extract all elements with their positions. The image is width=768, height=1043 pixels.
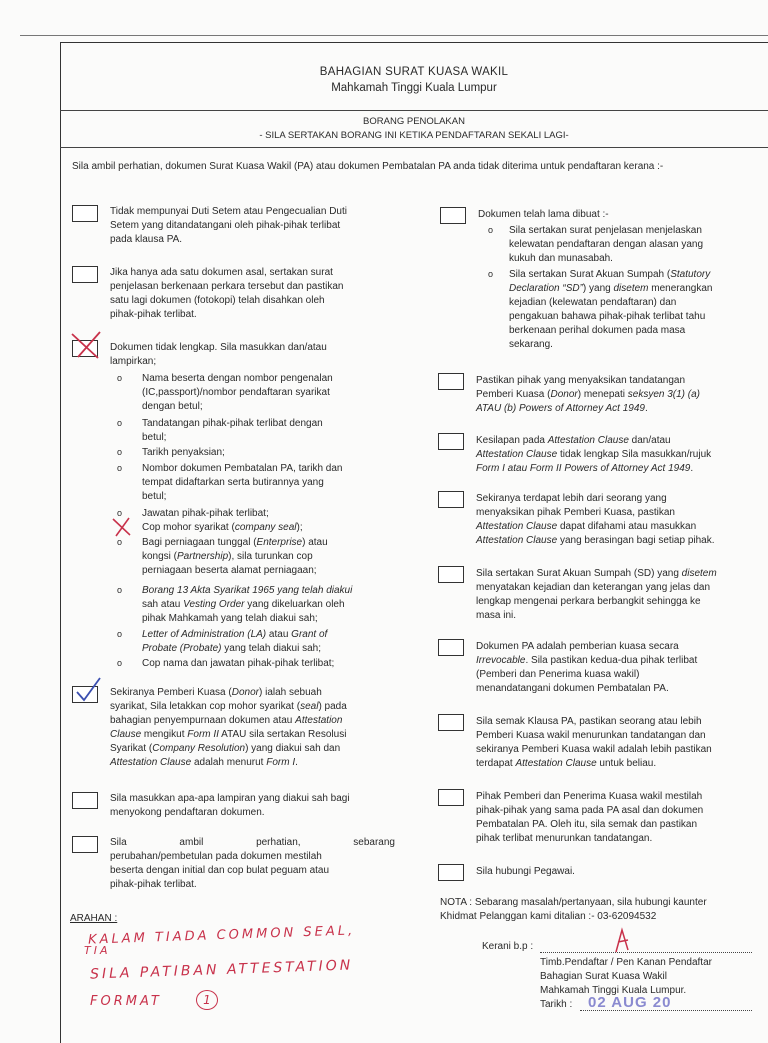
checkbox-satu-dokumen[interactable] (72, 266, 98, 283)
kerani-label: Kerani b.p : (482, 941, 534, 952)
checkbox-perubahan[interactable] (72, 836, 98, 853)
item-klausa-pa: Sila semak Klausa PA, pastikan seorang atau lebih Pemberi Kuasa wakil menurunkan tandatangan dan sekiranya Pemberi Kuasa wakil adalah lebih pastikan terdapat Attestation Clause untuk beliau. (476, 716, 712, 769)
red-cross-mark-small (110, 516, 136, 538)
subitem-perniagaan: Bagi perniagaan tunggal (Enterprise) atau kongsi (Partnership), sila turunkan cop perniagaan beserta alamat perniagaan; (142, 537, 328, 576)
form-subtitle: - SILA SERTAKAN BORANG INI KETIKA PENDAFTARAN SEKALI LAGI- (259, 130, 569, 141)
checkbox-kesilapan-attestation[interactable] (438, 433, 464, 450)
signoff-title-3: Mahkamah Tinggi Kuala Lumpur. (540, 985, 687, 996)
handwritten-line-1: KALAM TIADA COMMON SEAL, (87, 923, 356, 948)
item-penyaksian: Pastikan pihak yang menyaksikan tandatangan Pemberi Kuasa (Donor) menepati seksyen 3(1) (a) ATAU (b) Powers of Attorney Act 1949. (476, 375, 701, 414)
signoff-title-1: Timb.Pendaftar / Pen Kanan Pendaftar (540, 957, 712, 968)
bullet-icon: o (488, 225, 494, 235)
bullet-icon: o (117, 373, 123, 383)
bullet-icon: o (117, 658, 123, 668)
bullet-icon: o (117, 629, 123, 639)
item-kesilapan-attestation: Kesilapan pada Attestation Clause dan/atau Attestation Clause tidak lengkap Sila masukkan/rujuk Form I atau Form II Powers of Attorney Act 1949. (476, 435, 712, 474)
subitem-tandatangan: Tandatangan pihak-pihak terlibat dengan betul; (142, 418, 323, 443)
handwritten-line-3: SILA PATIBAN ATTESTATION (89, 957, 354, 983)
item-sd-disetem: Sila sertakan Surat Akuan Sumpah (SD) yang disetem menyatakan kejadian dan keterangan yang jelas dan lengkap mengenai perkara berbangkit sehingga ke masa ini. (476, 568, 717, 621)
header-rule-top (60, 110, 768, 111)
checkbox-sd-disetem[interactable] (438, 566, 464, 583)
item-dokumen-lama: Dokumen telah lama dibuat :- (478, 209, 609, 220)
scan-edge-line (20, 35, 768, 36)
bullet-icon: o (117, 463, 123, 473)
bullet-icon: o (117, 418, 123, 428)
checkbox-pihak-sama[interactable] (438, 789, 464, 806)
subitem-cop-mohor: Cop mohor syarikat (company seal); (142, 522, 303, 533)
checkbox-hubungi-pegawai[interactable] (438, 864, 464, 881)
subitem-cop-nama: Cop nama dan jawatan pihak-pihak terlibat; (142, 658, 335, 669)
bullet-icon: o (117, 585, 123, 595)
item-pemberi-kuasa: Sekiranya Pemberi Kuasa (Donor) ialah sebuah syarikat, Sila letakkan cop mohor syarikat (seal) pada bahagian penyempurnaan dokumen atau Attestation Clause mengikut Form II ATAU sila sertakan Resolusi Syarikat (Company Resolution) yang diakui sah dan Attestation Clause adalah menurut Form I. (110, 687, 347, 768)
checkbox-penyaksian[interactable] (438, 373, 464, 390)
handwritten-circled-number: 1 (196, 990, 218, 1010)
item-satu-dokumen: Jika hanya ada satu dokumen asal, sertakan surat penjelasan berkenaan perkara tersebut dan pastikan satu lagi dokumen (fotokopi) telah disahkan oleh pihak-pihak terlibat. (110, 267, 344, 320)
date-stamp: 02 AUG 20 (588, 994, 672, 1011)
item-duti-setem: Tidak mempunyai Duti Setem atau Pengecualian Duti Setem yang ditandatangani oleh pihak-pihak terlibat pada klausa PA. (110, 206, 347, 245)
subitem-borang-13: Borang 13 Akta Syarikat 1965 yang telah diakui sah atau Vesting Order yang dikeluarkan oleh pihak Mahkamah yang telah diakui sah; (142, 585, 353, 624)
blue-tick-mark (74, 676, 104, 704)
handwritten-line-2: TIA (84, 944, 111, 957)
signature-mark (610, 926, 634, 954)
checkbox-irrevocable[interactable] (438, 639, 464, 656)
subitem-akuan-sumpah: Sila sertakan Surat Akuan Sumpah (Statutory Declaration “SD”) yang disetem menerangkan kejadian (kelewatan pendaftaran) dan pengakuan bahawa pihak-pihak terlibat tahu berkenaan perihal dokumen pada masa sekarang. (509, 269, 713, 350)
bullet-icon: o (117, 537, 123, 547)
item-perubahan: Sila ambil perhatian, sebarang perubahan/pembetulan pada dokumen mestilah beserta dengan initial dan cop bulat peguam atau pihak-pihak terlibat. (110, 837, 395, 890)
department-title: BAHAGIAN SURAT KUASA WAKIL (319, 66, 509, 78)
subitem-jawatan: Jawatan pihak-pihak terlibat; (142, 508, 269, 519)
bullet-icon: o (117, 508, 123, 518)
court-name: Mahkamah Tinggi Kuala Lumpur (331, 82, 497, 94)
subitem-letter-admin: Letter of Administration (LA) atau Grant of Probate (Probate) yang telah diakui sah; (142, 629, 328, 654)
checkbox-klausa-pa[interactable] (438, 714, 464, 731)
signoff-title-2: Bahagian Surat Kuasa Wakil (540, 971, 667, 982)
nota-line-2: Khidmat Pelanggan kami ditalian :- 03-62094532 (440, 911, 657, 922)
item-irrevocable: Dokumen PA adalah pemberian kuasa secara Irrevocable. Sila pastikan kedua-dua pihak terlibat (Pemberi dan Penerima kuasa wakil) menandatangani dokumen Pembatalan PA. (476, 641, 698, 694)
red-cross-mark (68, 330, 108, 360)
checkbox-lebih-seorang[interactable] (438, 491, 464, 508)
signature-dotted-line (540, 952, 752, 953)
item-lampiran: Sila masukkan apa-apa lampiran yang diakui sah bagi menyokong pendaftaran dokumen. (110, 793, 350, 818)
bullet-icon: o (117, 447, 123, 457)
nota-line-1: NOTA : Sebarang masalah/pertanyaan, sila hubungi kaunter (440, 897, 707, 908)
subitem-surat-penjelasan: Sila sertakan surat penjelasan menjelaskan kelewatan pendaftaran dengan alasan yang kukuh dan munasabah. (509, 225, 704, 264)
header-rule-bottom (60, 147, 768, 148)
subitem-nombor-dokumen: Nombor dokumen Pembatalan PA, tarikh dan tempat didaftarkan serta butirannya yang betul; (142, 463, 343, 502)
subitem-nama: Nama beserta dengan nombor pengenalan (IC,passport)/nombor pendaftaran syarikat dengan betul; (142, 373, 333, 412)
subitem-tarikh: Tarikh penyaksian; (142, 447, 225, 458)
arahan-label: ARAHAN : (70, 913, 118, 924)
checkbox-dokumen-lama[interactable] (440, 207, 466, 224)
handwritten-line-4: FORMAT (90, 994, 162, 1009)
form-title: BORANG PENOLAKAN (363, 116, 465, 127)
checkbox-lampiran[interactable] (72, 792, 98, 809)
item-pihak-sama: Pihak Pemberi dan Penerima Kuasa wakil mestilah pihak-pihak yang sama pada PA asal dan dokumen Pembatalan PA. Oleh itu, sila semak dan pastikan pihak terlibat menurunkan tandatangan. (476, 791, 704, 844)
bullet-icon: o (488, 269, 494, 279)
item-dokumen-tidak-lengkap: Dokumen tidak lengkap. Sila masukkan dan/atau lampirkan; (110, 342, 327, 367)
checkbox-duti-setem[interactable] (72, 205, 98, 222)
item-hubungi-pegawai: Sila hubungi Pegawai. (476, 866, 575, 877)
intro-text: Sila ambil perhatian, dokumen Surat Kuasa Wakil (PA) atau dokumen Pembatalan PA anda tidak diterima untuk pendaftaran kerana :- (72, 161, 664, 172)
tarikh-label: Tarikh : (540, 999, 573, 1010)
item-lebih-seorang: Sekiranya terdapat lebih dari seorang yang menyaksikan pihak Pemberi Kuasa, pastikan Attestation Clause dapat difahami atau masukkan Attestation Clause yang berasingan bagi setiap pihak. (476, 493, 715, 546)
